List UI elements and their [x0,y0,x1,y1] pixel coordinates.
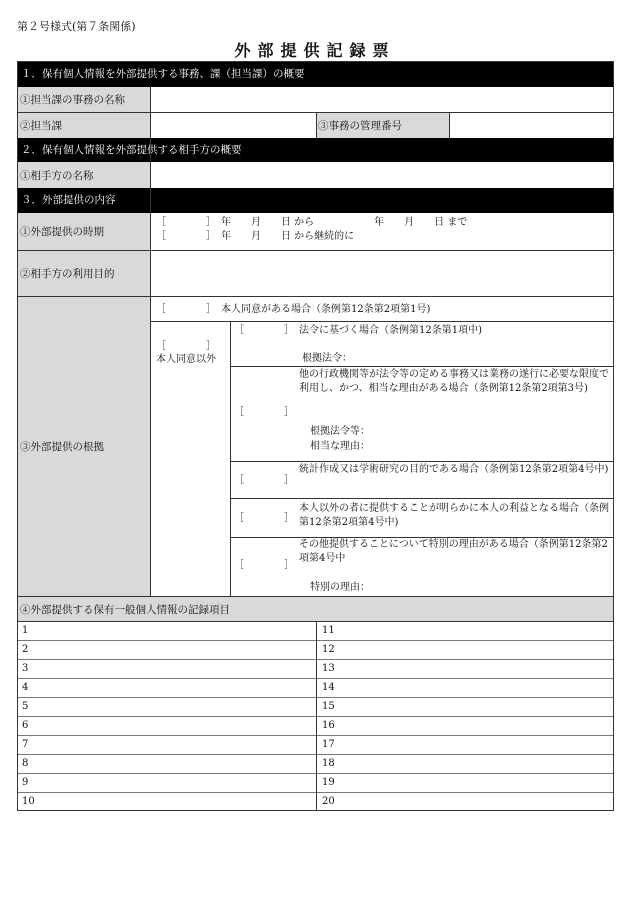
item-number-left: 7 [22,739,29,750]
purpose-label: ②相手方の利用目的 [18,251,150,296]
benefit-bracket: ［ ］ [234,513,294,524]
section2-header: ２．保有個人情報を外部提供する相手方の概要 [18,138,613,162]
item-number-left: 8 [22,758,29,769]
item-number-right: 16 [322,720,335,731]
special-bracket: ［ ］ [234,560,294,571]
record-form [17,61,614,811]
admin-reason: 相当な理由： [310,441,370,452]
item-number-left: 2 [22,644,29,655]
section1-header: １．保有個人情報を外部提供する事務、課（担当課）の概要 [18,62,613,87]
item-number-left: 4 [22,682,29,693]
item-number-left: 6 [22,720,29,731]
benefit-case: 本人以外の者に提供することが明らかに本人の利益となる場合（条例第12条第2項第4号中) [299,503,609,528]
item-number-right: 18 [322,758,335,769]
other-bracket: ［ ］ [156,341,216,352]
partner-name-label: ①相手方の名称 [18,162,150,188]
stats-bracket: ［ ］ [234,475,294,486]
section3-header: ３．外部提供の内容 [18,188,613,213]
item-number-right: 19 [322,777,335,788]
law-ref: 根拠法令： [302,353,352,364]
special-reason: 特別の理由： [310,582,370,593]
dept-label: ②担当課 [18,113,150,138]
item-number-left: 3 [22,663,29,674]
item-number-right: 13 [322,663,335,674]
item-number-right: 20 [322,796,335,807]
item-number-right: 17 [322,739,335,750]
timing-line1: ［ ］ 年 月 日 から 年 月 日 まで [156,217,468,228]
item-number-right: 15 [322,701,335,712]
item-number-left: 9 [22,777,29,788]
admin-bracket: ［ ］ [234,407,294,418]
item-number-left: 10 [22,796,35,807]
other-than-consent-label: 本人同意以外 [156,354,216,365]
item-number-right: 12 [322,644,335,655]
form-id: 第２号様式(第７条関係) [17,20,136,33]
item-number-right: 11 [322,625,335,636]
page-title: 外部提供記録票 [234,41,396,60]
stats-case: 統計作成又は学術研究の目的である場合（条例第12条第2項第4号中) [299,464,609,475]
items-header: ④外部提供する保有一般個人情報の記録項目 [18,597,613,621]
item-number-left: 1 [22,625,29,636]
item-number-left: 5 [22,701,29,712]
consent-option: ［ ］ 本人同意がある場合（条例第12条第2項第1号) [156,304,431,315]
item-number-right: 14 [322,682,335,693]
mgmt-no-label: ③事務の管理番号 [316,113,449,138]
admin-case: 他の行政機関等が法令等の定める事務又は業務の遂行に必要な限度で利用し、かつ、相当な理由がある場合（条例第12条第2項第3号) [299,369,609,394]
admin-ref: 根拠法令等： [310,426,370,437]
basis-label: ③外部提供の根拠 [18,297,150,596]
law-case: 法令に基づく場合（条例第12条第1項中) [299,325,482,336]
special-case: その他提供することについて特別の理由がある場合（条例第12条第2項第4号中 [299,539,608,564]
law-bracket: ［ ］ [234,325,294,336]
timing-line2: ［ ］ 年 月 日 から継続的に [156,231,355,242]
dept-task-name-label: ①担当課の事務の名称 [18,87,150,112]
timing-label: ①外部提供の時期 [18,213,150,250]
